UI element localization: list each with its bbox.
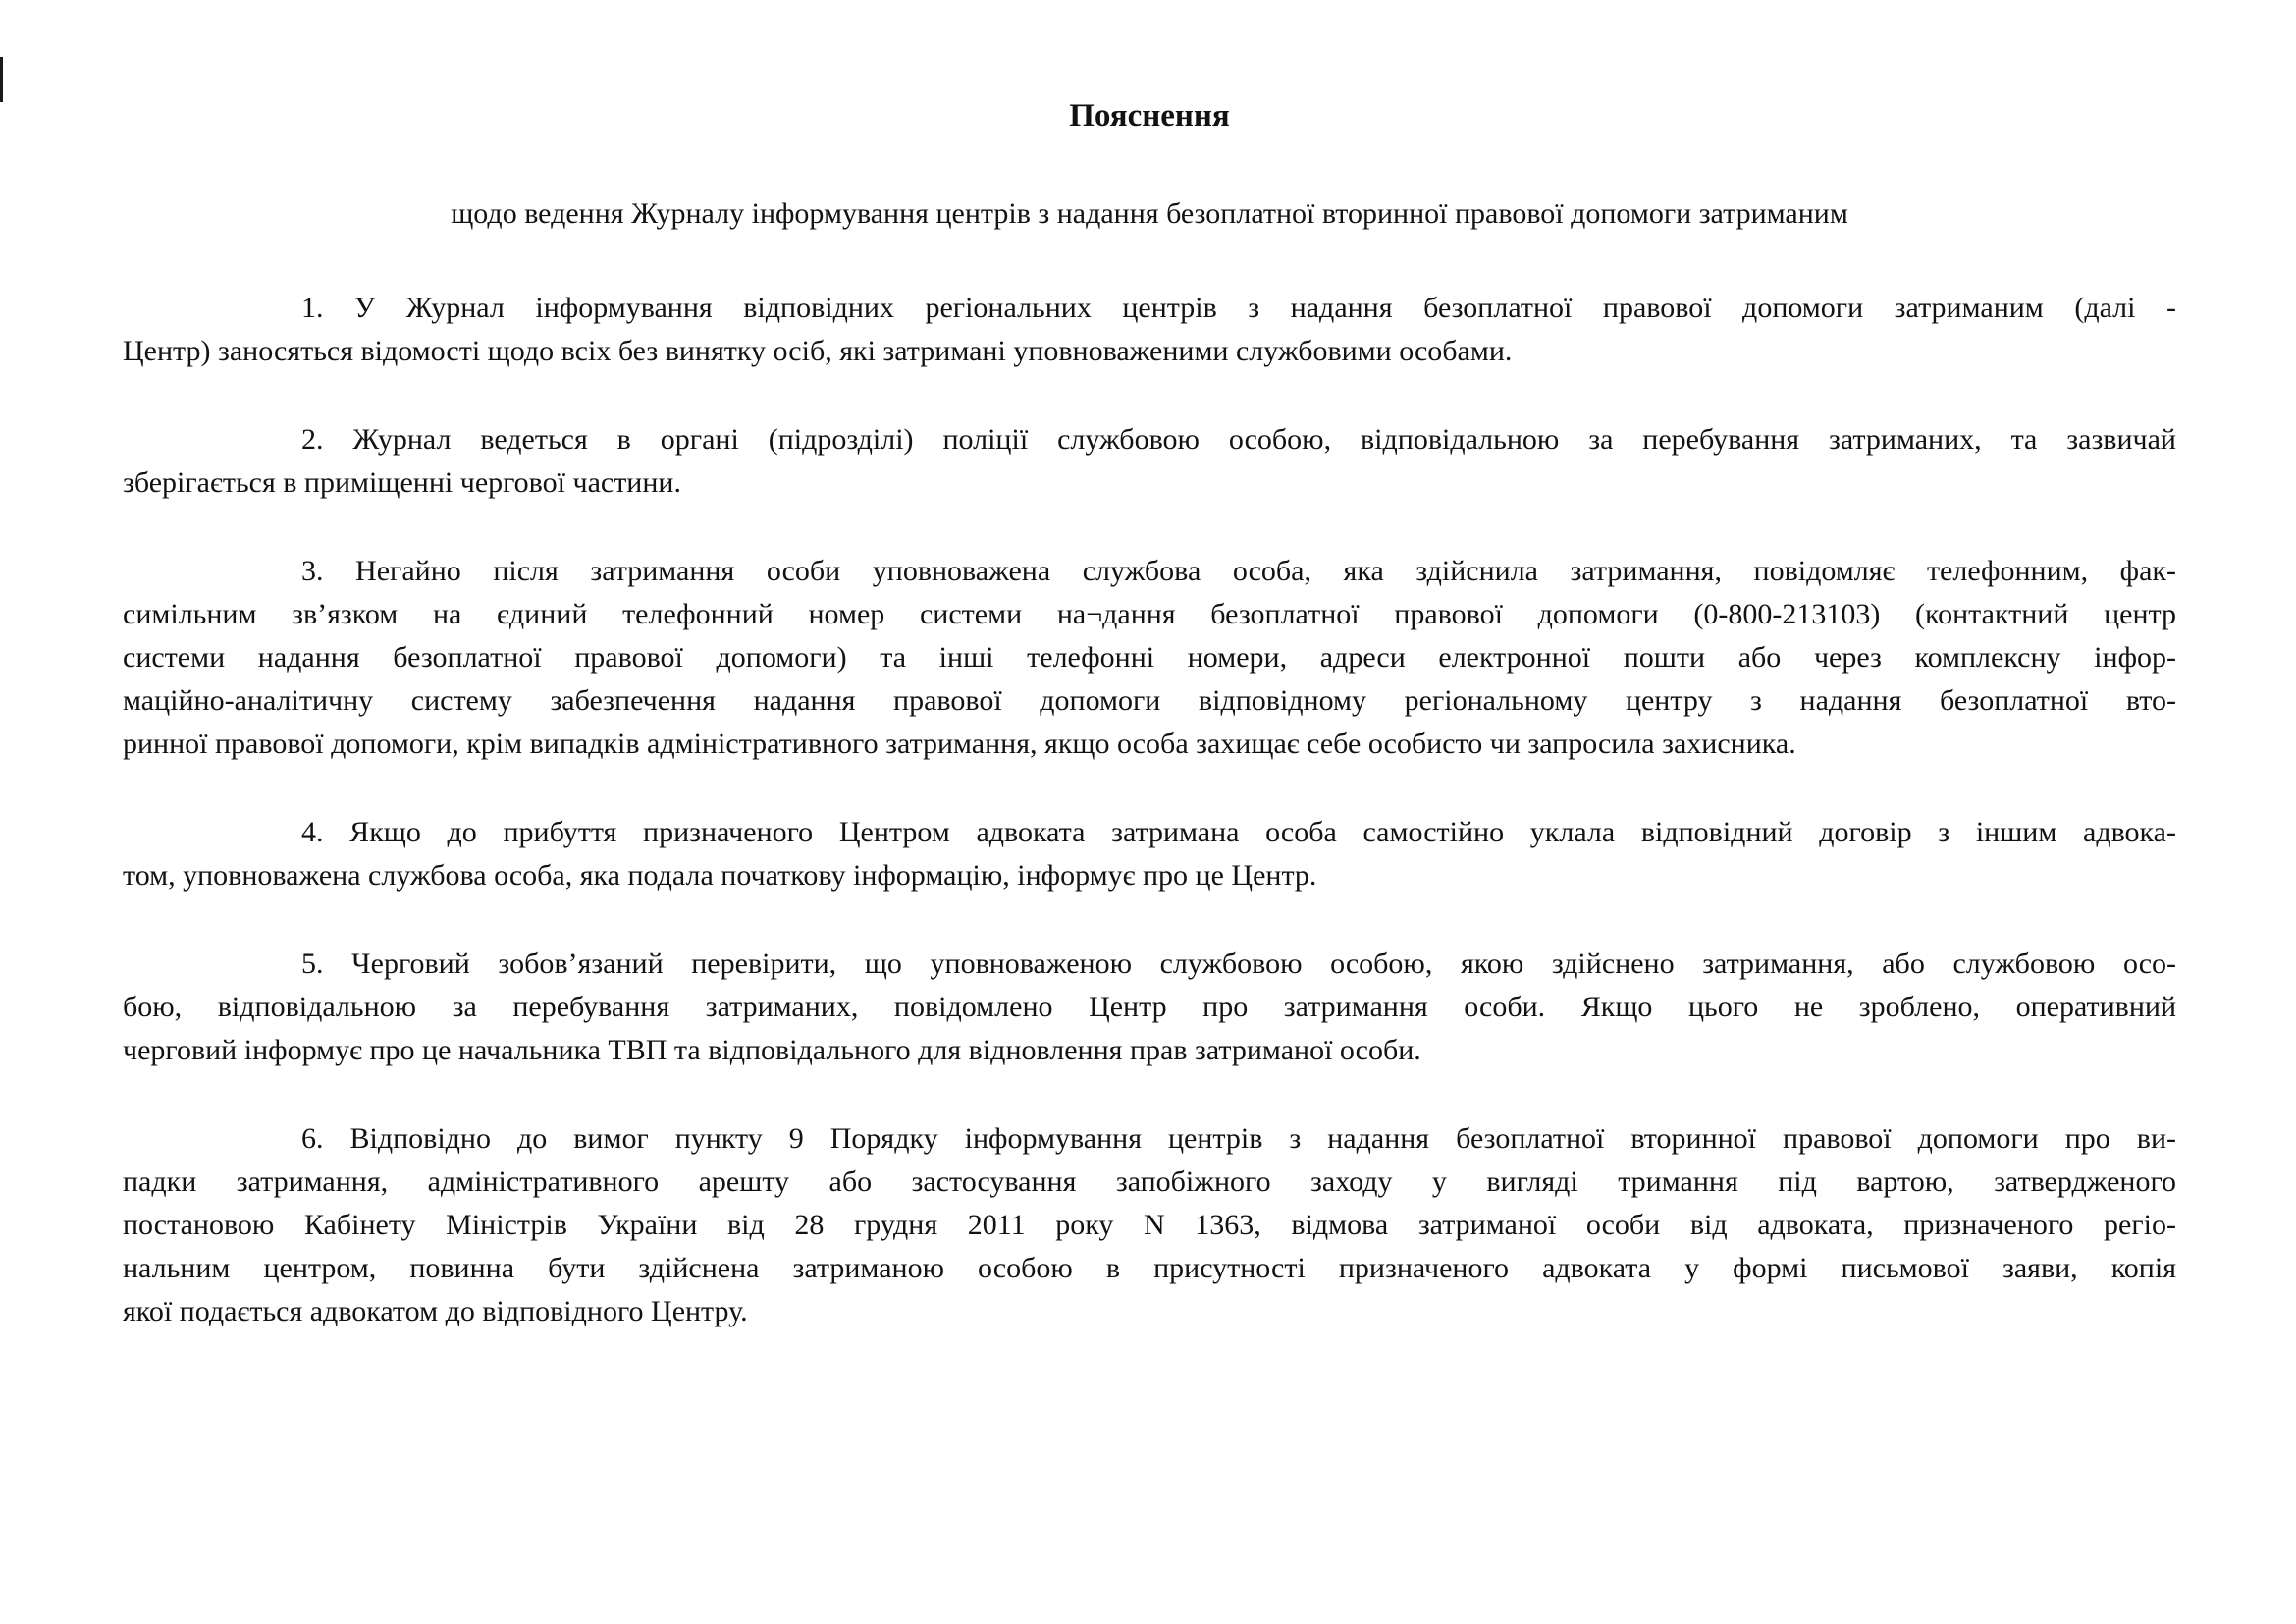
document-title: Пояснення (1069, 98, 1230, 134)
paragraph-4 (123, 811, 2176, 897)
text-line: 5. Черговий зобов’язаний перевірити, що уповноваженою службовою особою, якою здійснено затримання, або службовою осо- (301, 947, 2176, 980)
paragraph-6 (123, 1117, 2176, 1333)
text-line: нальним центром, повинна бути здійснена затриманою особою в присутності призначеного адвоката у формі письмової заяви, копія (123, 1252, 2176, 1284)
text-line: 6. Відповідно до вимог пункту 9 Порядку інформування центрів з надання безоплатної вторинної правової допомоги про ви- (301, 1122, 2176, 1155)
text-line: бою, відповідальною за перебування затриманих, повідомлено Центр про затримання особи. Якщо цього не зроблено, оперативний (123, 991, 2176, 1023)
text-line: постановою Кабінету Міністрів України від 28 грудня 2011 року N 1363, відмова затриманої особи від адвоката, призначеного регіо- (123, 1209, 2176, 1241)
document-subtitle: щодо ведення Журналу інформування центрів з надання безоплатної вторинної правової допомоги затриманим (451, 197, 1848, 230)
paragraph-3 (123, 550, 2176, 766)
paragraph-1 (123, 287, 2176, 373)
text-line: зберігається в приміщенні чергової частини. (123, 466, 681, 499)
paragraph-2 (123, 418, 2176, 505)
text-line: маційно-аналітичну систему забезпечення надання правової допомоги відповідному регіональному центру з надання безоплатної вто- (123, 684, 2176, 717)
text-line: 3. Негайно після затримання особи уповноважена службова особа, яка здійснила затримання, повідомляє телефонним, фак- (301, 555, 2176, 587)
text-line: падки затримання, адміністративного арешту або застосування запобіжного заходу у вигляді тримання під вартою, затвердженого (123, 1165, 2176, 1198)
text-line: 2. Журнал ведеться в органі (підрозділі) поліції службовою особою, відповідальною за перебування затриманих, та зазвичай (301, 423, 2176, 456)
text-line: 4. Якщо до прибуття призначеного Центром адвоката затримана особа самостійно уклала відповідний договір з іншим адвока- (301, 816, 2176, 848)
paragraph-5 (123, 943, 2176, 1072)
text-line: 1. У Журнал інформування відповідних регіональних центрів з надання безоплатної правової допомоги затриманим (далі - (301, 292, 2176, 324)
text-line: симільним зв’язком на єдиний телефонний номер системи на¬дання безоплатної правової допомоги (0-800-213103) (контактний центр (123, 598, 2176, 630)
text-line: ринної правової допомоги, крім випадків адміністративного затримання, якщо особа захищає себе особисто чи запросила захисника. (123, 728, 1796, 760)
text-line: том, уповноважена службова особа, яка подала початкову інформацію, інформує про це Центр. (123, 859, 1317, 892)
text-line: якої подається адвокатом до відповідного Центру. (123, 1295, 748, 1327)
text-line: системи надання безоплатної правової допомоги) та інші телефонні номери, адреси електронної пошти або через комплексну інфор- (123, 641, 2176, 674)
text-line: черговий інформує про це начальника ТВП та відповідального для відновлення прав затриманої особи. (123, 1034, 1421, 1066)
text-line: Центр) заносяться відомості щодо всіх без винятку осіб, які затримані уповноваженими службовими особами. (123, 335, 1513, 367)
scan-edge-artifact (0, 57, 3, 102)
